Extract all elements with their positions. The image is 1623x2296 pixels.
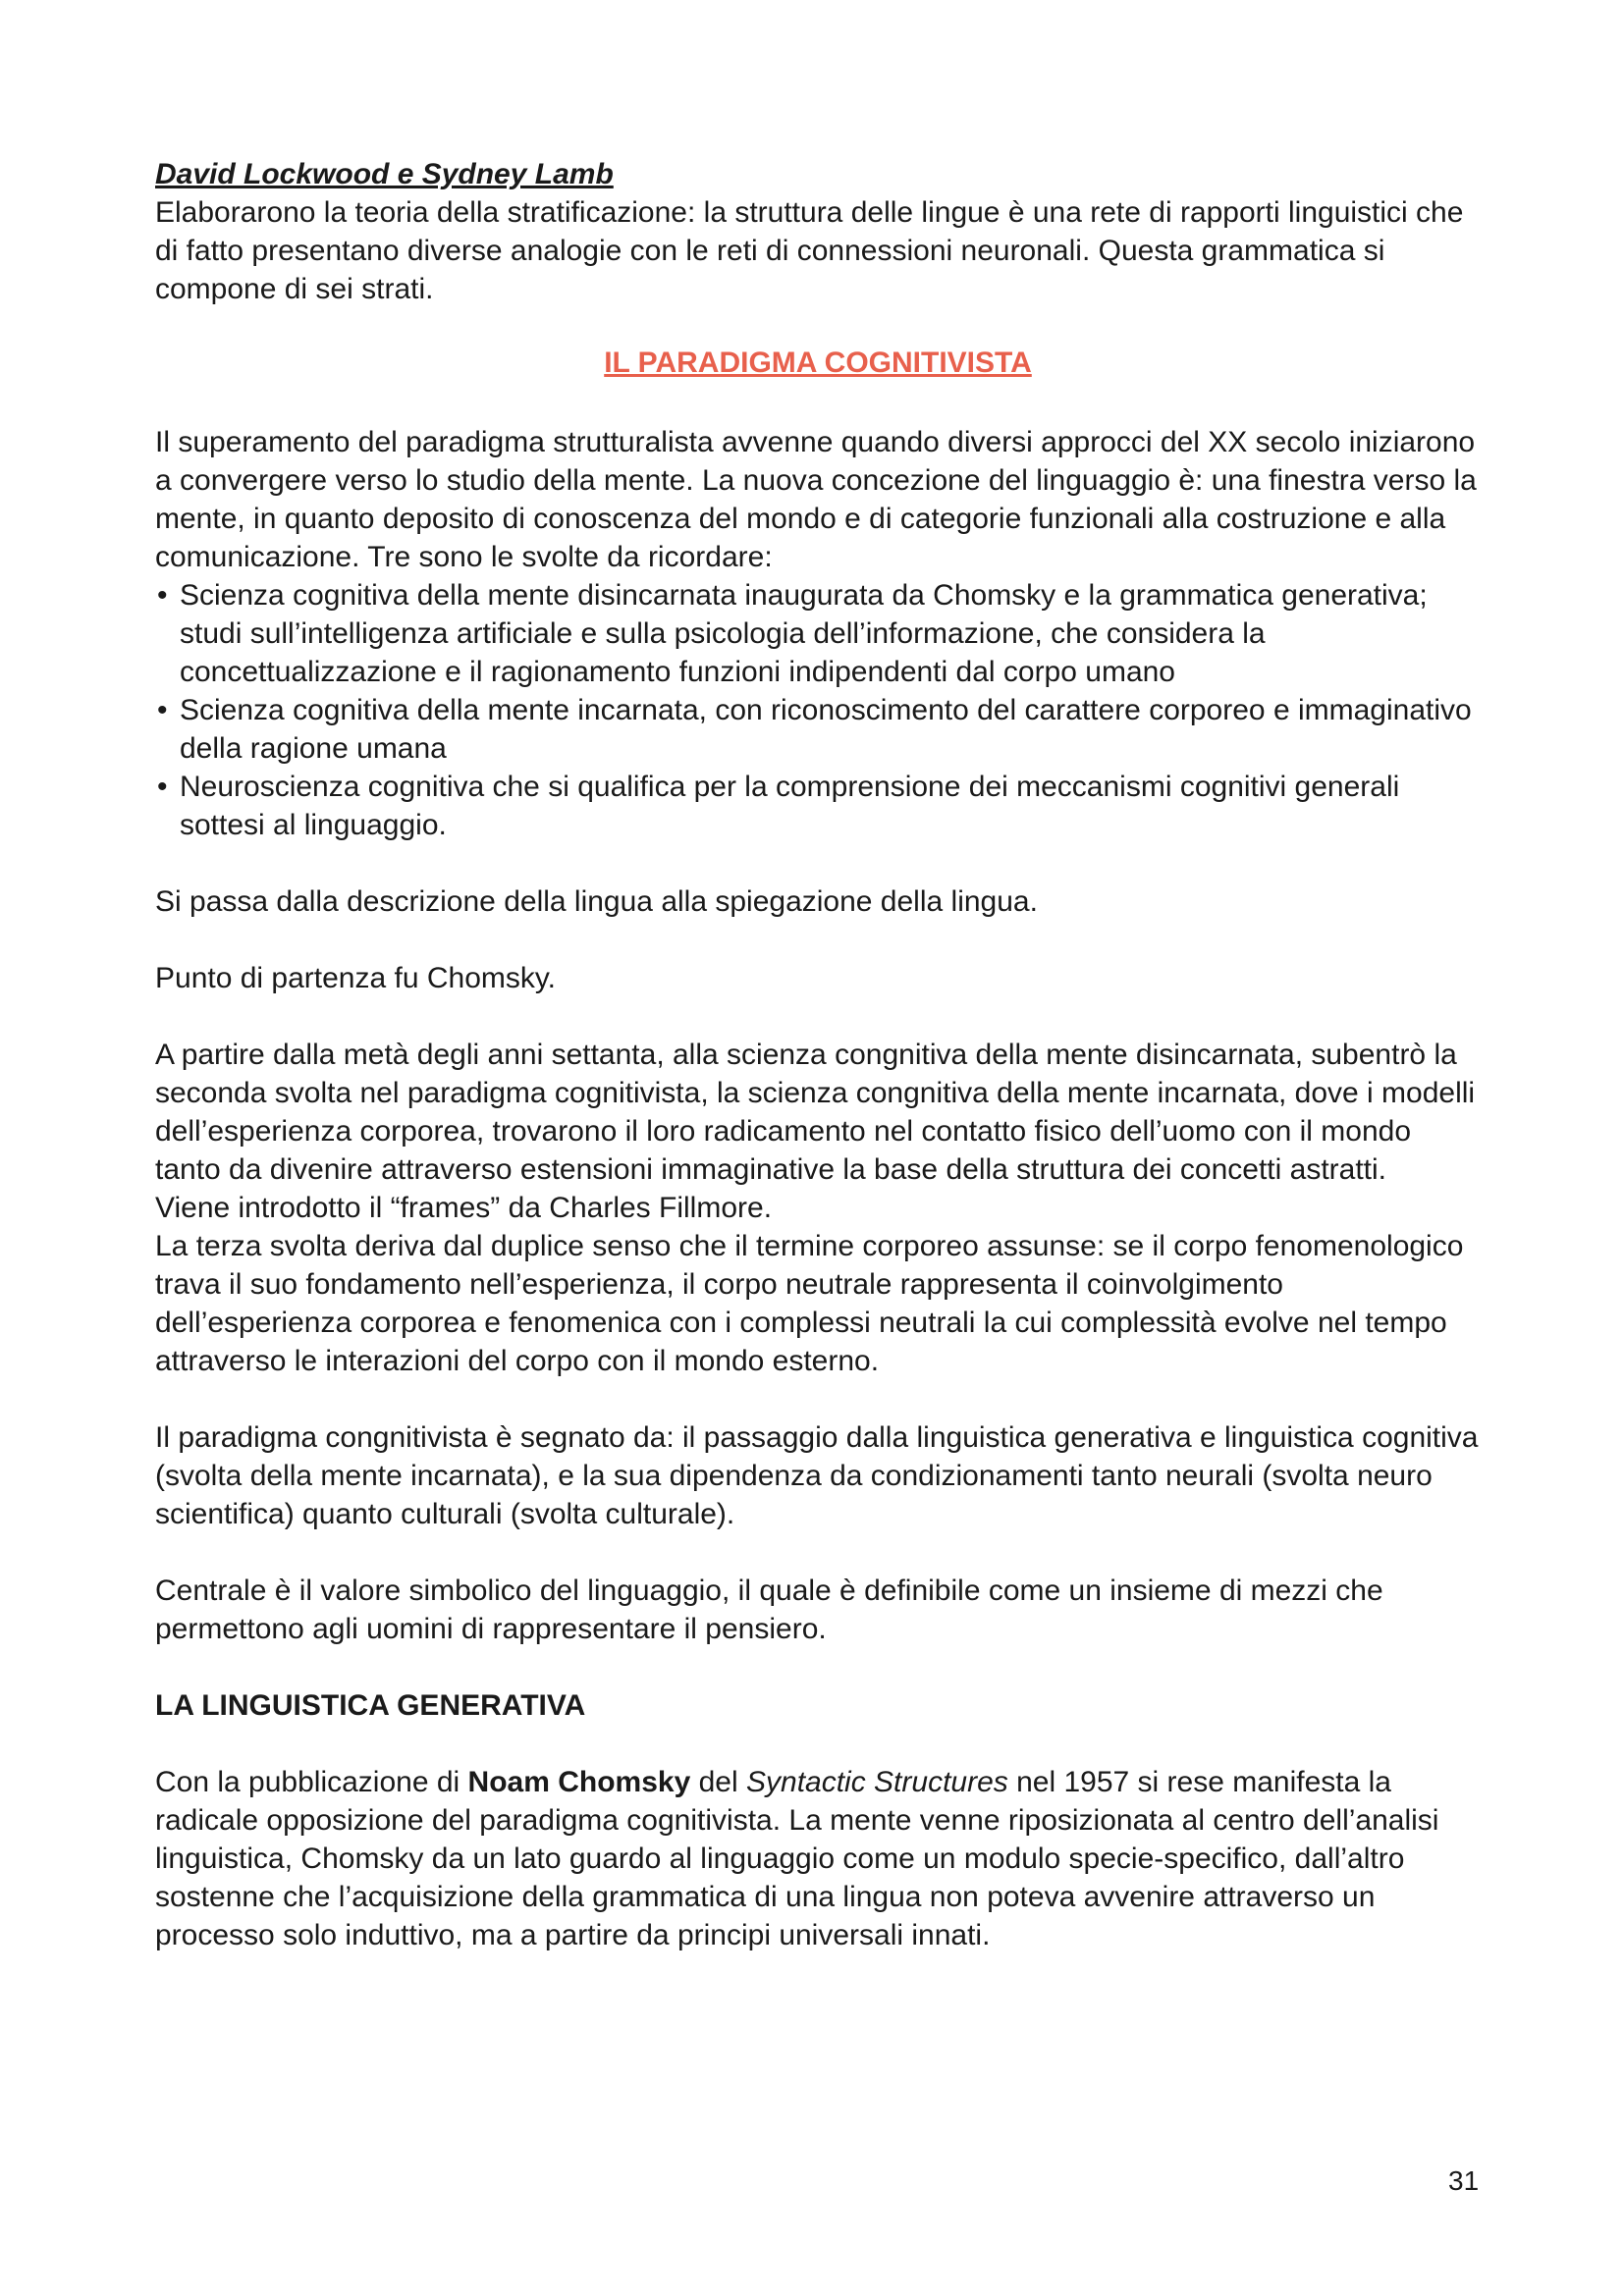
paragraph-descrizione: Si passa dalla descrizione della lingua alla spiegazione della lingua. [155, 885, 1038, 918]
bullet-icon: • [157, 694, 168, 726]
bullet-icon: • [157, 579, 168, 612]
bullet-text: Scienza cognitiva della mente incarnata, con riconoscimento del carattere corporeo e immaginativo della ragione umana [180, 694, 1472, 765]
subheading-linguistica-generativa: LA LINGUISTICA GENERATIVA [155, 1689, 586, 1722]
paragraph-terza-svolta: La terza svolta deriva dal duplice senso che il termine corporeo assunse: se il corpo fenomenologico trava il suo fondamento nell’esperienza, il corpo neutrale rappresenta il coinvolgimento dell’esperienza corporea e fenomenica con i complessi neutrali la cui complessità evolve nel tempo attraverso le interazioni del corpo con il mondo esterno. [155, 1230, 1464, 1377]
bullet-item [155, 691, 1481, 768]
text-run: nel 1957 si rese manifesta la radicale opposizione del paradigma cognitivista. La mente venne riposizionata al centro dell’analisi linguistica, Chomsky da un lato guardo al linguaggio come un modulo specie-specifico, dall’altro sostenne che l’acquisizione della grammatica di una lingua non poteva avvenire attraverso un processo solo induttivo, ma a partire da principi universali innati. [155, 1766, 1439, 1951]
person-name: Noam Chomsky [467, 1766, 691, 1798]
page-number: 31 [1448, 2165, 1480, 2196]
author-heading: David Lockwood e Sydney Lamb [155, 158, 614, 190]
bullet-icon: • [157, 771, 168, 803]
paragraph-paradigma-segnato: Il paradigma congnitivista è segnato da: il passaggio dalla linguistica generativa e linguistica cognitiva (svolta della mente incarnata), e la sua dipendenza da condizionamenti tanto neurali (svolta neuro scientifica) quanto culturali (svolta culturale). [155, 1421, 1479, 1530]
text-run: del [690, 1766, 746, 1798]
paragraph-frames: Viene introdotto il “frames” da Charles Fillmore. [155, 1192, 773, 1224]
intro-paragraph: Elaborarono la teoria della stratificazione: la struttura delle lingue è una rete di rapporti linguistici che di fatto presentano diverse analogie con le reti di connessioni neuronali. Questa grammatica si compone di sei strati. [155, 196, 1464, 305]
page-content [155, 155, 1481, 1954]
paragraph-superamento: Il superamento del paradigma strutturalista avvenne quando diversi approcci del XX secolo iniziarono a convergere verso lo studio della mente. La nuova concezione del linguaggio è: una finestra verso la mente, in quanto deposito di conoscenza del mondo e di categorie funzionali alla costruzione e alla comunicazione. Tre sono le svolte da ricordare: [155, 426, 1477, 573]
paragraph-meta-anni-settanta: A partire dalla metà degli anni settanta, alla scienza congnitiva della mente disincarnata, subentrò la seconda svolta nel paradigma cognitivista, la scienza congnitiva della mente incarnata, dove i modelli dell’esperienza corporea, trovarono il loro radicamento nel contatto fisico dell’uomo con il mondo tanto da divenire attraverso estensioni immaginative la base della struttura dei concetti astratti. [155, 1039, 1476, 1186]
book-title: Syntactic Structures [746, 1766, 1008, 1798]
paragraph-pubblicazione [155, 1763, 1481, 1954]
bullet-list [155, 576, 1481, 844]
bullet-text: Neuroscienza cognitiva che si qualifica per la comprensione dei meccanismi cognitivi generali sottesi al linguaggio. [180, 771, 1400, 841]
paragraph-valore-simbolico: Centrale è il valore simbolico del linguaggio, il quale è definibile come un insieme di mezzi che permettono agli uomini di rappresentare il pensiero. [155, 1575, 1383, 1645]
bullet-text: Scienza cognitiva della mente disincarnata inaugurata da Chomsky e la grammatica generativa; studi sull’intelligenza artificiale e sulla psicologia dell’informazione, che considera la concettualizzazione e il ragionamento funzioni indipendenti dal corpo umano [180, 579, 1428, 688]
text-run: Con la pubblicazione di [155, 1766, 468, 1798]
bullet-item [155, 576, 1481, 691]
paragraph-chomsky-start: Punto di partenza fu Chomsky. [155, 962, 556, 994]
bullet-item [155, 768, 1481, 844]
section-title: IL PARADIGMA COGNITIVISTA [604, 347, 1032, 379]
